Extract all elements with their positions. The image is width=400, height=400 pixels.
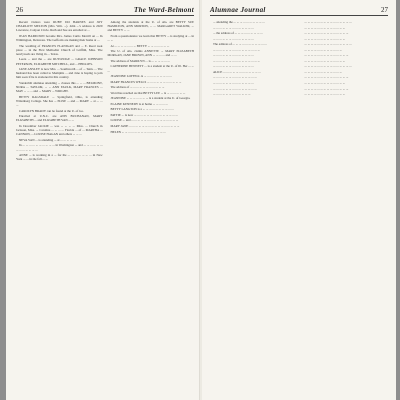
column-paragraph: ... ... ... ... ... ... ... ... ... ... ... ... <box>213 92 251 97</box>
left-page <box>6 0 200 400</box>
column-paragraph: ... ... ... ... ... ... ... ... ... ... ... ... ... <box>304 81 346 86</box>
column-paragraph: ... ... ... ... ... ... ... ... ... ... ... ... <box>304 69 342 74</box>
column-paragraph: ... ... ... ... ... ... ... ... ... ... ... ... ... <box>213 64 254 69</box>
column-paragraph: ELAINE KENNEDY is at home ... ... ... ... ... <box>110 101 168 106</box>
column-paragraph: MARY JANE ... ... ... ... ... ... ... ... ... ... ... ... ... ... ... ... <box>110 123 180 128</box>
column-paragraph: ... ... ... ... ... ... ... ... ... ... ... ... ... <box>213 25 254 30</box>
column-paragraph: BETTY RAGSDALE ... Springfield, Ohio, is attending Wittenberg College. She has ... ELISE ... and ... MARY ... at ... ... ... <box>16 94 103 108</box>
left-column-2 <box>108 20 195 163</box>
left-running-title: The Ward-Belmont <box>134 6 194 14</box>
column-paragraph: HELEN ... ... ... ... ... ... ... ... ... ... ... ... ... ... <box>110 129 166 134</box>
column-paragraph: CAROLYN BRADY can be found at the U. of Ga. <box>19 108 84 113</box>
left-page-number: 26 <box>16 6 23 14</box>
column-paragraph: JEANNINE ... ... ... ... ... ... ... is a student at the U. of Georgia. <box>110 96 191 101</box>
right-page <box>202 0 396 400</box>
column-paragraph: ... ... ... ... ... ... ... ... ... ... ... ... ... ... <box>304 86 349 91</box>
column-paragraph: At ... ... ... ... ... ... ... BETTY ... ... ... ... ... ... ... <box>110 43 170 48</box>
column-paragraph: ... ... ... ... ... ... ... ... ... ... ... ... ... ... ... <box>304 20 352 24</box>
column-paragraph: ... ... ... ... ... ... ... ... ... ... ... ... ... ... ... <box>304 64 352 69</box>
right-page-header <box>210 6 388 16</box>
column-paragraph: JANE ANSLEY is now Mrs. ... Southworth ... of ... Tenn. ... The husband has been called to Memphis ... and Jane is hoping to join him soon if he is stationed in this country. <box>16 67 103 80</box>
column-paragraph: ... the address of ... ... ... ... ... ... ... ... ... <box>213 31 263 36</box>
column-paragraph: The address of ... ... ... ... ... ... ... ... ... ... ... <box>213 42 267 47</box>
column-paragraph: The wedding of FRANCES FLANIGAN and ... E. Reed took place ... in the First Methodist Church of Griffith, Miss. The newlyweds are living in ... Texas. <box>16 43 103 56</box>
right-running-title: Alumnae Journal <box>210 6 266 14</box>
column-paragraph: Enrolled at U.N.C. are ANN BUCHANAN, MARY ELIZABETH ... and ELIZABETH VAN ... ... <box>16 114 103 123</box>
column-paragraph: ... attending the ... ... ... ... ... ... ... ... ... ... <box>213 20 265 24</box>
column-paragraph: ... ... ... ... ... ... ... ... ... ... ... ... ... <box>213 53 254 58</box>
column-paragraph: ... ... ... ... ... ... ... ... ... ... ... ... ... ... <box>304 53 349 58</box>
column-paragraph: ... ... ... ... ... ... ... ... ... ... ... ... ... <box>213 36 254 41</box>
column-paragraph: ... ... ... ... ... ... ... ... ... ... ... ... ... ... ... <box>213 58 261 63</box>
right-page-number: 27 <box>381 6 388 14</box>
column-paragraph: ANNE ... is working in a ... for the ... ... ... ... ... ... ... in New York ... ... in the fall ... ... <box>16 153 103 162</box>
column-paragraph: Recent visitors were RUBY DO BARNES and JOY CHARLOTT MELTON (Mrs. Wm. ...). John ...'s address is 2029 Lawrence, Canyon Circle. Ruth and Sue are enrolled at ... <box>16 20 103 33</box>
column-paragraph: ... ... ... ... ... ... ... ... ... ... ... ... ... ... ... <box>304 42 352 47</box>
column-paragraph: ... ... ... ... ... ... ... ... ... ... ... ... ... ... <box>213 75 257 80</box>
column-paragraph: In December JACKIE ... was ... ... ... ... Miss. ... Church in Jackson, Miss. ... Carolina ... ... ... ... Florida ... of ... MARTHA ... CANNON, ... LOUISE HAGAN and others ... ... ... <box>16 123 103 137</box>
column-paragraph: ... ... ... ... ... ... ... ... ... ... ... ... ... <box>213 81 254 86</box>
column-paragraph: MARY FRANCES WELLS ... ... ... ... ... ... ... ... ... ... ... <box>110 79 182 84</box>
column-paragraph: ... ... ... ... ... ... ... ... ... ... ... ... ... <box>304 92 346 97</box>
right-columns <box>210 20 388 98</box>
right-column-1 <box>210 20 297 98</box>
column-paragraph: BETTY LANGTON is a ... ... ... ... ... ... ... ... ... ... <box>110 107 174 112</box>
left-page-header <box>16 6 194 16</box>
column-paragraph: PATTIE ... is now ... ... ... ... ... ... ... ... ... ... ... ... ... ... <box>110 112 178 117</box>
column-paragraph: ... ... ... ... ... ... ... ... ... ... ... ... ... <box>304 36 346 41</box>
column-paragraph: From a questionnaire we learn that BETTY ... is studying at ... in ... ... <box>107 33 194 43</box>
column-paragraph: LOUISE ... and ... ... ... ... ... ... ... ... ... ... ... ... ... ... ... <box>110 118 179 123</box>
right-column-2 <box>302 20 389 98</box>
column-paragraph: ... ... ... ... ... ... ... ... ... ... ... ... ... ... <box>304 31 349 36</box>
column-paragraph: ... ... ... ... ... ... ... ... ... ... ... ... ... <box>304 25 346 30</box>
column-paragraph: The U. of Ala. claims ANNETTE ... MARY ELIZABETH MORGAN, JANE BROWN, ANN ... ... ... ... and ... ... <box>107 49 194 58</box>
column-paragraph: ... ... ... ... ... ... ... ... ... ... ... ... ... ... <box>304 75 349 80</box>
column-paragraph: JEAN HAMILTON became Mrs. James Curtis Merrill on ... In Wilmington, Delaware. The Gaffords are making their home at ... <box>16 33 103 43</box>
column-paragraph: ALICE ... ... ... ... ... ... ... ... ... ... ... ... <box>213 69 261 74</box>
column-paragraph: Vanderbilt alumnae attending ... classes this ... ... ... BELMONT, NORA ... TAYLOR, ... ... ANN FAULK, MARY FRANCES ... MAY ... ... ... and ... MARY ... WRIGHT. <box>16 80 103 94</box>
column-paragraph: ... ... ... ... ... ... ... ... ... ... ... ... ... <box>304 58 346 63</box>
column-paragraph: JEANNINE LOFFELL is ... ... ... ... ... ... ... ... ... <box>110 74 172 79</box>
column-paragraph: ... ... ... ... ... ... ... ... ... ... ... ... ... ... ... <box>213 47 261 52</box>
column-paragraph: Among the students at the U. of Ala. are BETTY SUE HAMILTON, ANN MORTON, ... ... MARGARET WALKER, ... and BETTY ... ... <box>107 20 194 33</box>
left-column-1 <box>16 20 103 163</box>
column-paragraph: In ... ... ... ... ... ... ... ... ... ... in Washington ... and ... ... ... ... ... ... ... ... ... ... ... ... ... <box>16 143 103 152</box>
column-paragraph: NEVA VAN ... is attending ... at ... ... ... ... ... <box>19 137 76 142</box>
column-paragraph: ... ... ... ... ... ... ... ... ... ... ... ... ... ... <box>213 86 257 91</box>
column-paragraph: Word has reached us that BETTY LEE ... is ... ... ... ... ... ... <box>110 90 186 95</box>
column-paragraph: Leota ... and the ... are RUTLEDGE ... GRACE JOHNSON PETERSON, ELIZABETH MITCHELL, and ... PHILLIPS. <box>16 57 103 66</box>
left-columns <box>16 20 194 163</box>
column-paragraph: The address of MARILYN ... is ... ... ... ... ... ... <box>110 58 170 63</box>
column-paragraph: CATHERINE BENNETT ... is a student at the U. of Ill. Her ... ... ... <box>107 64 194 73</box>
column-paragraph: ... ... ... ... ... ... ... ... ... ... ... ... <box>304 47 342 52</box>
column-paragraph: The address of ... ... ... ... ... ... ... ... ... ... ... <box>110 85 165 90</box>
